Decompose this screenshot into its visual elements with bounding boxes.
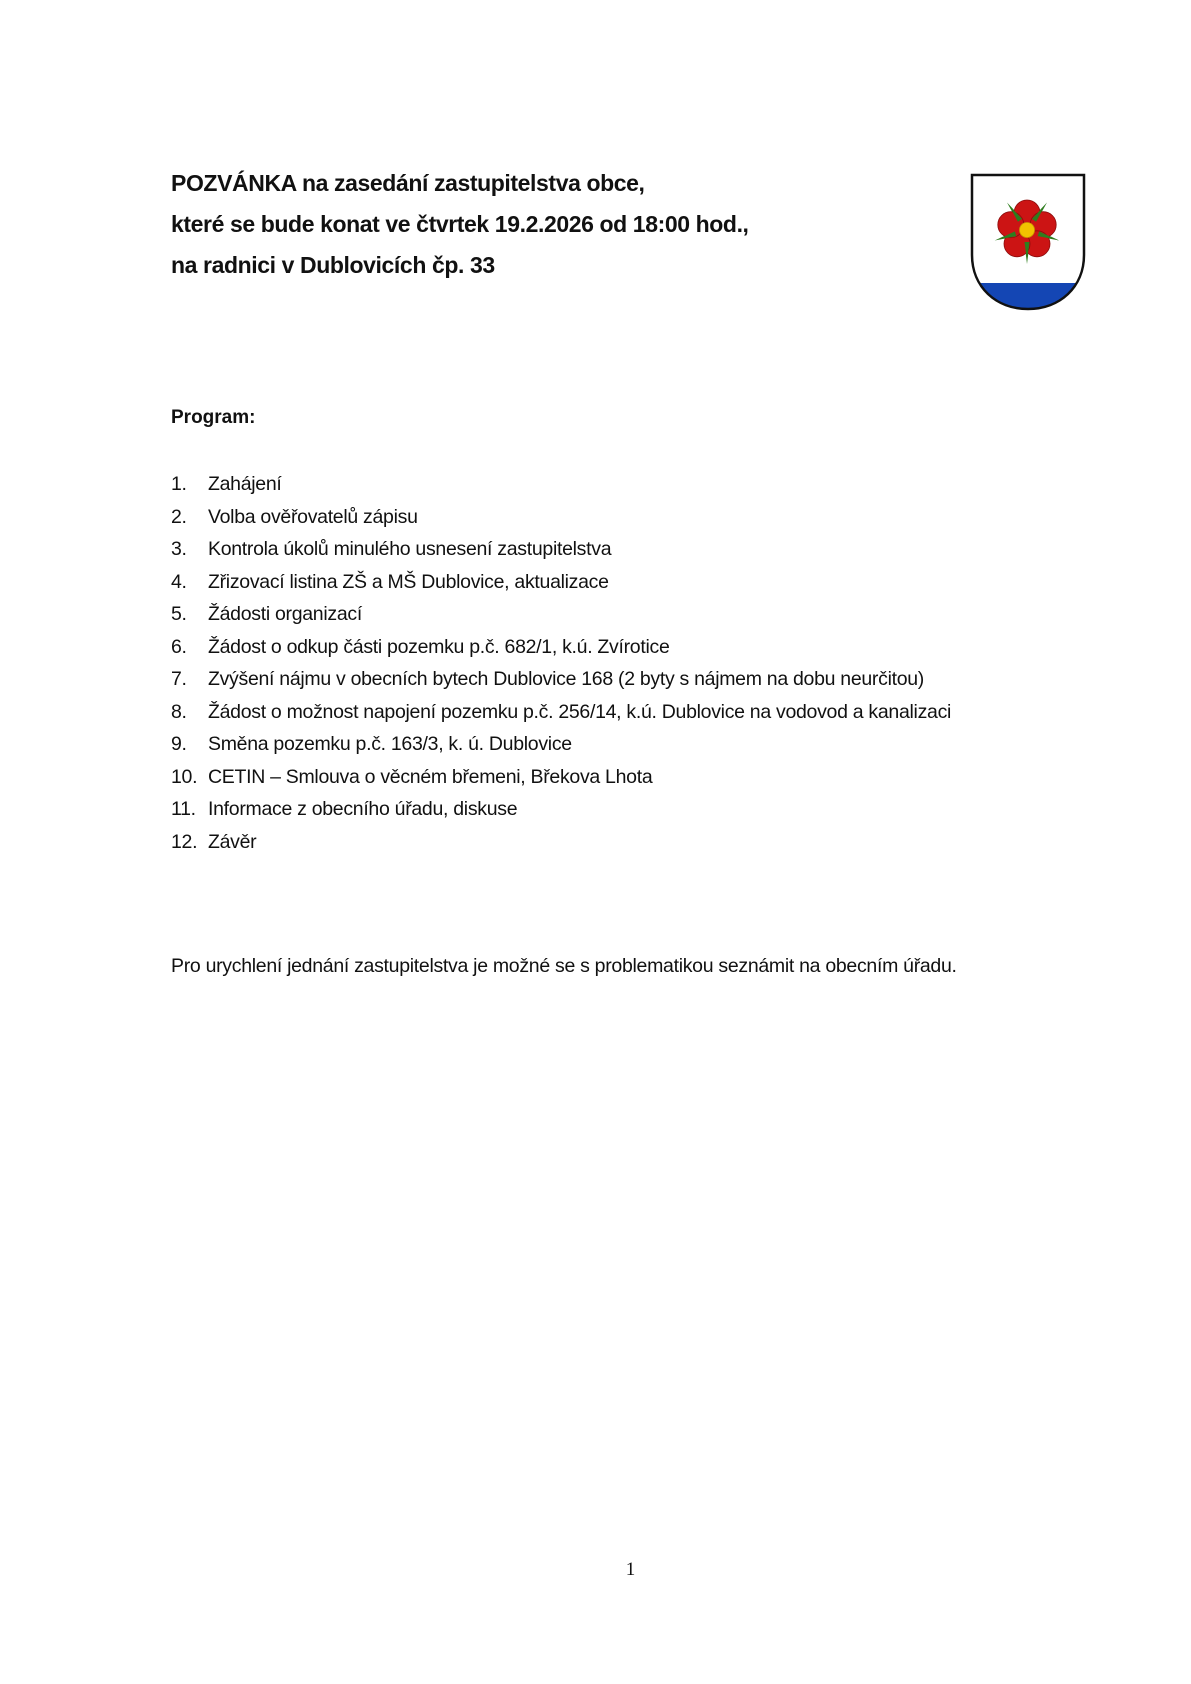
item-text: Zahájení — [208, 473, 282, 495]
item-text: Informace z obecního úřadu, diskuse — [208, 798, 518, 820]
invitation-header — [171, 163, 931, 286]
program-item — [171, 663, 951, 696]
item-number: 6. — [171, 635, 187, 658]
program-item — [171, 728, 951, 761]
item-text: Žádost o odkup části pozemku p.č. 682/1, k.ú. Zvírotice — [208, 635, 670, 658]
title-line-2: které se bude konat ve čtvrtek 19.2.2026 od 18:00 hod., — [171, 211, 749, 237]
item-text: Žádosti organizací — [208, 603, 362, 625]
item-number: 4. — [171, 570, 187, 593]
program-item — [171, 631, 951, 664]
title-line-1: POZVÁNKA na zasedání zastupitelstva obce, — [171, 170, 645, 196]
item-number: 3. — [171, 538, 187, 560]
item-number: 10. — [171, 765, 198, 788]
program-item — [171, 468, 951, 501]
item-number: 8. — [171, 700, 187, 723]
coat-of-arms-icon — [970, 173, 1086, 311]
item-number: 11. — [171, 798, 196, 820]
item-number: 9. — [171, 733, 187, 755]
item-text: Zřizovací listina ZŠ a MŠ Dublovice, aktualizace — [208, 570, 609, 593]
item-text: Závěr — [208, 830, 257, 853]
footer-note: Pro urychlení jednání zastupitelstva je možné se s problematikou seznámit na obecním úřadu. — [171, 955, 957, 977]
program-item — [171, 761, 951, 794]
item-number: 2. — [171, 505, 187, 528]
program-item — [171, 501, 951, 534]
item-text: Směna pozemku p.č. 163/3, k. ú. Dublovice — [208, 733, 572, 755]
program-item — [171, 598, 951, 631]
item-text: Kontrola úkolů minulého usnesení zastupitelstva — [208, 538, 612, 560]
item-text: Zvýšení nájmu v obecních bytech Dublovice 168 (2 byty s nájmem na dobu neurčitou) — [208, 668, 925, 690]
title-line-3: na radnici v Dublovicích čp. 33 — [171, 252, 495, 278]
program-item — [171, 566, 951, 599]
program-heading: Program: — [171, 407, 256, 428]
item-number: 5. — [171, 603, 187, 625]
item-number: 7. — [171, 668, 187, 690]
item-number: 1. — [171, 473, 187, 495]
item-text: CETIN – Smlouva o věcném břemeni, Břekova Lhota — [208, 765, 653, 788]
program-item — [171, 826, 951, 859]
item-text: Volba ověřovatelů zápisu — [208, 505, 418, 528]
program-list — [171, 468, 951, 858]
program-item — [171, 533, 951, 566]
item-text: Žádost o možnost napojení pozemku p.č. 256/14, k.ú. Dublovice na vodovod a kanalizaci — [208, 700, 952, 723]
program-item — [171, 793, 951, 826]
item-number: 12. — [171, 830, 198, 853]
program-item — [171, 696, 951, 729]
page-number: 1 — [625, 1559, 636, 1580]
